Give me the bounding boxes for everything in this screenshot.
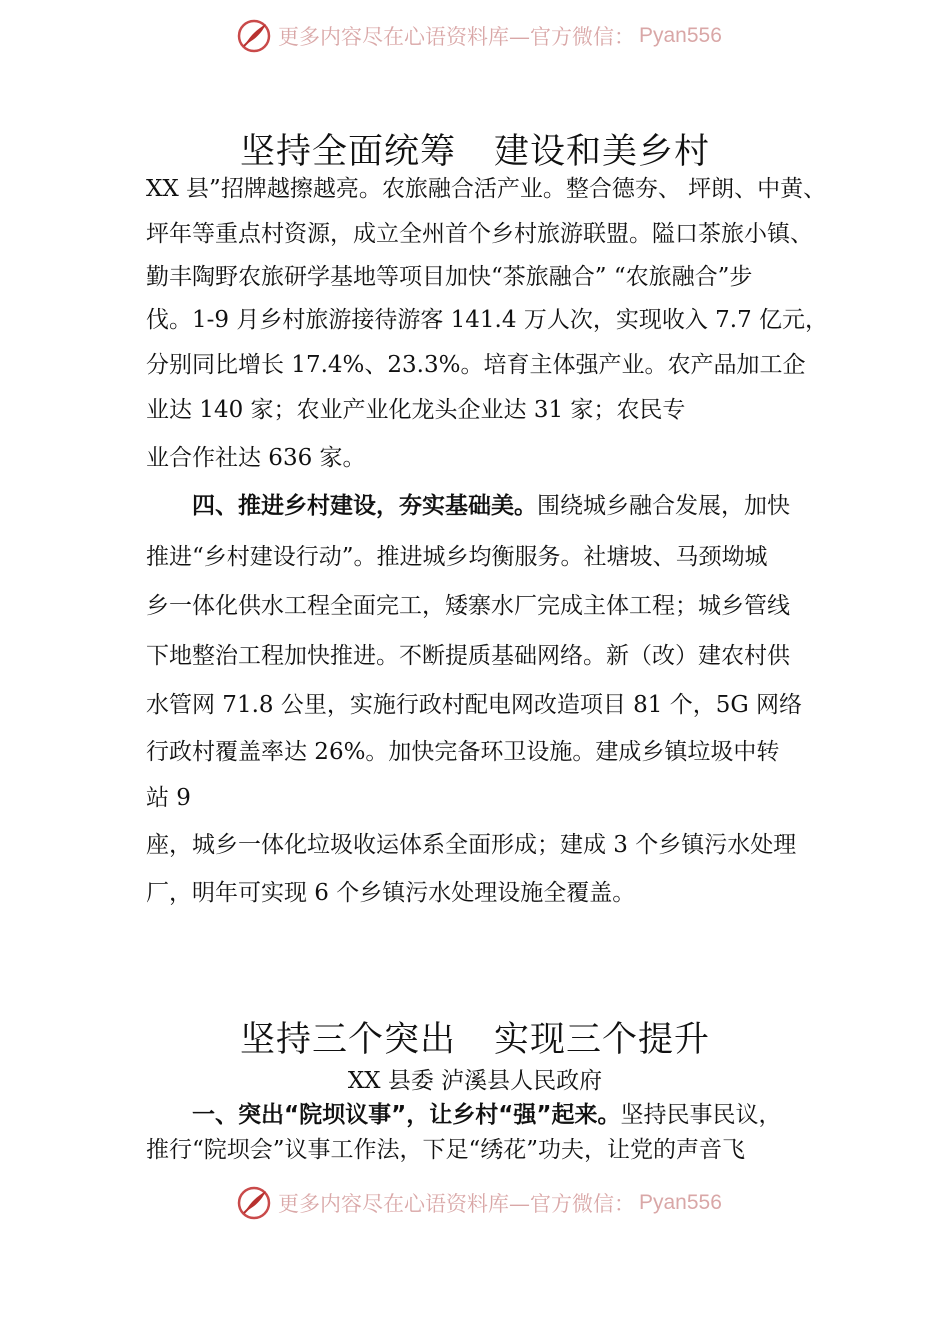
paragraph-line: 业合作社达 636 家。 [146, 445, 366, 471]
byline: XX 县委 泸溪县人民政府 [347, 1068, 603, 1094]
section1-title [0, 124, 950, 174]
point4-heading: 四、推进乡村建设，夯实基础美。 [192, 493, 537, 519]
banner-handle: Pyan556 [639, 24, 722, 47]
paragraph-line: 座，城乡一体化垃圾收运体系全面形成；建成 3 个乡镇污水处理 [146, 832, 797, 858]
paragraph-line: 分别同比增长 17.4%、23.3%。培育主体强产业。农产品加工企 [146, 352, 806, 378]
point4-first-text: 围绕城乡融合发展，加快 [537, 493, 790, 519]
paragraph-line: 坪年等重点村资源，成立全州首个乡村旅游联盟。隘口茶旅小镇、 [146, 221, 813, 247]
section2-title-part-a: 坚持三个突出 [239, 1020, 456, 1060]
banner-text: 更多内容尽在心语资料库—官方微信： [278, 25, 635, 49]
section2-title [0, 1012, 950, 1062]
paragraph-line: 伐。1-9 月乡村旅游接待游客 141.4 万人次，实现收入 7.7 亿元， [146, 307, 829, 333]
paragraph-line: 推进“乡村建设行动”。推进城乡均衡服务。社塘坡、马颈坳城 [146, 544, 768, 570]
banner-handle: Pyan556 [639, 1191, 722, 1214]
paragraph-line: 水管网 71.8 公里，实施行政村配电网改造项目 81 个，5G 网络 [146, 692, 803, 718]
footer-banner [236, 1183, 722, 1223]
paragraph-line: 行政村覆盖率达 26%。加快完备环卫设施。建成乡镇垃圾中转 [146, 739, 780, 765]
paragraph-line: 业达 140 家；农业产业化龙头企业达 31 家；农民专 [146, 397, 686, 423]
section1-title-part-b: 建设和美乡村 [494, 132, 711, 172]
paragraph-line: 站 9 [146, 785, 191, 811]
quill-logo-icon [236, 1185, 272, 1221]
paragraph-line: 厂，明年可实现 6 个乡镇污水处理设施全覆盖。 [146, 880, 636, 906]
section2-title-part-b: 实现三个提升 [494, 1020, 711, 1060]
quill-logo-icon [236, 18, 272, 54]
paragraph-line: 下地整治工程加快推进。不断提质基础网络。新（改）建农村供 [146, 643, 790, 669]
section1-title-part-a: 坚持全面统筹 [239, 132, 456, 172]
point1-heading: 一、突出“院坝议事”，让乡村“强”起来。 [192, 1102, 621, 1128]
point1-first-text: 坚持民事民议， [620, 1102, 782, 1128]
banner-text: 更多内容尽在心语资料库—官方微信： [278, 1192, 635, 1216]
paragraph-line: 勤丰陶野农旅研学基地等项目加快“茶旅融合” “农旅融合”步 [146, 264, 753, 290]
paragraph-line: 乡一体化供水工程全面完工，矮寨水厂完成主体工程；城乡管线 [146, 593, 790, 619]
point4-first-line [192, 487, 790, 520]
point1-first-line [192, 1096, 781, 1129]
paragraph-line: XX 县”招牌越擦越亮。农旅融合活产业。整合德夯、 坪朗、中黄、 [146, 176, 827, 202]
paragraph-line: 推行“院坝会”议事工作法，下足“绣花”功夫，让党的声音飞 [146, 1137, 746, 1163]
header-banner [236, 16, 722, 56]
